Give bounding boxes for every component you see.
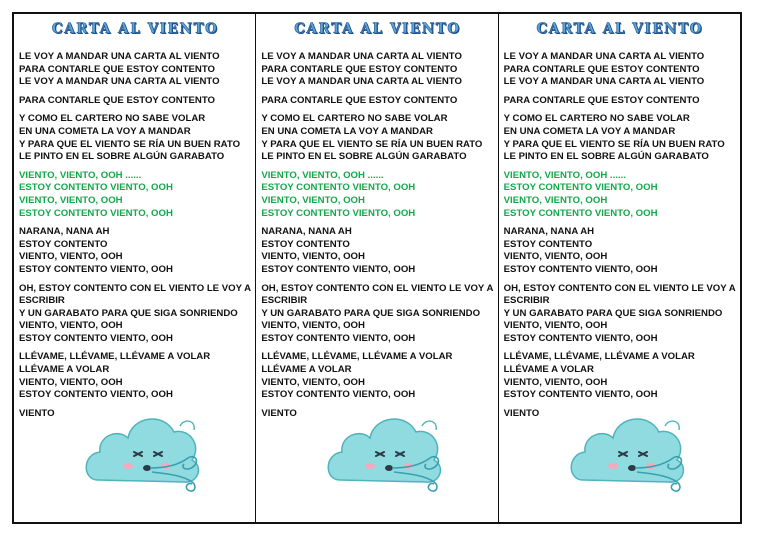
lyric-line: VIENTO [261, 407, 297, 419]
song-title: CARTA AL VIENTO [536, 21, 704, 37]
lyric-line: ESTOY CONTENTO VIENTO, OOH [261, 263, 416, 275]
lyric-line: ESTOY CONTENTO VIENTO, OOH [503, 182, 658, 194]
lyric-line: EN UNA COMETA LA VOY A MANDAR [261, 125, 433, 137]
lyric-line: VIENTO, VIENTO, OOH [19, 251, 123, 263]
lyric-line: VIENTO, VIENTO, OOH [503, 376, 608, 388]
lyric-line: NARANA, NANA AH [503, 226, 595, 238]
lyric-line: PARA CONTARLE QUE ESTOY CONTENTO [261, 63, 458, 75]
stanza [504, 113, 736, 163]
lyric-line: PARA CONTARLE QUE ESTOY CONTENTO [503, 63, 700, 75]
stanza [504, 95, 736, 108]
lyric-line: LE VOY A MANDAR UNA CARTA AL VIENTO [503, 51, 705, 62]
lyric-line: ESTOY CONTENTO [261, 238, 350, 250]
lyric-line: ESTOY CONTENTO VIENTO, OOH [19, 207, 173, 219]
stanza [504, 226, 736, 276]
lyric-line: VIENTO, VIENTO, OOH [261, 320, 365, 332]
lyric-line: VIENTO, VIENTO, OOH [503, 194, 608, 206]
lyric-line: Y UN GARABATO PARA QUE SIGA SONRIENDO [261, 307, 481, 319]
lyric-line: LE VOY A MANDAR UNA CARTA AL VIENTO [19, 76, 220, 88]
song-title: CARTA AL VIENTO [294, 21, 461, 37]
lyric-line: LLÉVAME, LLÉVAME, LLÉVAME A VOLAR [261, 351, 453, 363]
lyric-line: PARA CONTARLE QUE ESTOY CONTENTO [503, 94, 700, 106]
song-card [14, 14, 256, 522]
lyric-line: LE PINTO EN EL SOBRE ALGÚN GARABATO [19, 151, 225, 163]
lyric-line: ESTOY CONTENTO VIENTO, OOH [19, 389, 173, 401]
lyric-line: VIENTO, VIENTO, OOH [503, 251, 608, 263]
lyric-line: LLÉVAME, LLÉVAME, LLÉVAME A VOLAR [503, 351, 695, 363]
lyric-line: LLÉVAME, LLÉVAME, LLÉVAME A VOLAR [19, 351, 211, 363]
lyric-line: NARANA, NANA AH [261, 226, 352, 238]
stanza [19, 170, 251, 220]
lyric-line: VIENTO, VIENTO, OOH [19, 320, 123, 332]
lyric-line: ESTOY CONTENTO VIENTO, OOH [261, 182, 416, 194]
stanza [19, 283, 251, 346]
stanza [261, 170, 493, 220]
stanza [504, 283, 736, 346]
lyric-line: OH, ESTOY CONTENTO CON EL VIENTO LE VOY A ESCRIBIR [19, 282, 251, 307]
lyric-line: VIENTO, VIENTO, OOH [19, 376, 123, 388]
lyrics [504, 51, 736, 420]
lyric-line: ESTOY CONTENTO VIENTO, OOH [19, 182, 173, 194]
song-card [499, 14, 740, 522]
lyric-line: ESTOY CONTENTO VIENTO, OOH [503, 332, 658, 344]
lyric-line: LE PINTO EN EL SOBRE ALGÚN GARABATO [261, 151, 467, 163]
lyric-line: Y UN GARABATO PARA QUE SIGA SONRIENDO [503, 307, 723, 319]
lyric-line: VIENTO, VIENTO, OOH [503, 320, 608, 332]
cloud-blowing-wind-icon [84, 402, 204, 502]
lyric-line: ESTOY CONTENTO VIENTO, OOH [261, 207, 416, 219]
lyric-line: LE PINTO EN EL SOBRE ALGÚN GARABATO [503, 151, 709, 163]
lyric-line: VIENTO [503, 407, 540, 419]
lyric-line: ESTOY CONTENTO VIENTO, OOH [503, 389, 658, 401]
stanza [19, 51, 251, 89]
lyric-line: Y COMO EL CARTERO NO SABE VOLAR [261, 113, 448, 125]
lyric-line: LLÉVAME A VOLAR [261, 364, 352, 376]
cloud-blowing-wind-icon [326, 402, 446, 502]
lyric-line: Y PARA QUE EL VIENTO SE RÍA UN BUEN RATO [261, 138, 483, 150]
lyric-line: ESTOY CONTENTO VIENTO, OOH [261, 389, 416, 401]
lyric-line: ESTOY CONTENTO VIENTO, OOH [261, 332, 416, 344]
lyric-line: LLÉVAME A VOLAR [503, 364, 594, 376]
lyric-line: Y PARA QUE EL VIENTO SE RÍA UN BUEN RATO [503, 138, 725, 150]
lyric-line: ESTOY CONTENTO VIENTO, OOH [19, 263, 173, 275]
lyric-line: VIENTO, VIENTO, OOH [261, 251, 365, 263]
stanza [261, 113, 493, 163]
lyric-line: LE VOY A MANDAR UNA CARTA AL VIENTO [503, 76, 705, 88]
lyric-line: EN UNA COMETA LA VOY A MANDAR [19, 125, 191, 137]
song-card [256, 14, 498, 522]
lyric-line: VIENTO, VIENTO, OOH ...... [503, 169, 626, 181]
lyric-line: VIENTO, VIENTO, OOH [261, 376, 365, 388]
lyric-line: NARANA, NANA AH [19, 226, 110, 238]
song-title: CARTA AL VIENTO [51, 21, 219, 37]
lyric-line: VIENTO, VIENTO, OOH ...... [19, 169, 142, 181]
stanza [261, 51, 493, 89]
lyric-line: EN UNA COMETA LA VOY A MANDAR [503, 125, 676, 137]
lyric-line: Y COMO EL CARTERO NO SABE VOLAR [19, 113, 206, 125]
lyric-line: Y COMO EL CARTERO NO SABE VOLAR [503, 113, 690, 125]
stanza [504, 351, 736, 401]
lyric-line: PARA CONTARLE QUE ESTOY CONTENTO [19, 63, 215, 75]
stanza [19, 351, 251, 401]
lyric-line: VIENTO, VIENTO, OOH [261, 194, 365, 206]
lyric-line: OH, ESTOY CONTENTO CON EL VIENTO LE VOY A ESCRIBIR [503, 282, 736, 307]
stanza [261, 95, 493, 108]
lyric-line: LE VOY A MANDAR UNA CARTA AL VIENTO [19, 51, 220, 62]
lyrics [261, 51, 493, 420]
lyric-line: Y UN GARABATO PARA QUE SIGA SONRIENDO [19, 307, 238, 319]
lyric-line: PARA CONTARLE QUE ESTOY CONTENTO [19, 94, 215, 106]
cloud-blowing-wind-icon [569, 402, 689, 502]
lyric-line: OH, ESTOY CONTENTO CON EL VIENTO LE VOY A ESCRIBIR [261, 282, 494, 307]
lyric-line: ESTOY CONTENTO [19, 238, 108, 250]
stanza [19, 226, 251, 276]
lyric-line: ESTOY CONTENTO [503, 238, 593, 250]
lyrics [19, 51, 251, 420]
stanza [504, 51, 736, 89]
lyric-line: PARA CONTARLE QUE ESTOY CONTENTO [261, 94, 458, 106]
song-sheet [12, 12, 742, 524]
stanza [261, 226, 493, 276]
lyric-line: Y PARA QUE EL VIENTO SE RÍA UN BUEN RATO [19, 138, 241, 150]
lyric-line: LE VOY A MANDAR UNA CARTA AL VIENTO [261, 51, 462, 62]
lyric-line: VIENTO, VIENTO, OOH [19, 194, 123, 206]
lyric-line: ESTOY CONTENTO VIENTO, OOH [19, 332, 173, 344]
lyric-line: ESTOY CONTENTO VIENTO, OOH [503, 263, 658, 275]
stanza [19, 113, 251, 163]
lyric-line: VIENTO, VIENTO, OOH ...... [261, 169, 384, 181]
stanza [19, 95, 251, 108]
lyric-line: VIENTO [19, 407, 55, 419]
stanza [261, 283, 493, 346]
stanza [261, 351, 493, 401]
lyric-line: LE VOY A MANDAR UNA CARTA AL VIENTO [261, 76, 462, 88]
stanza [504, 170, 736, 220]
lyric-line: ESTOY CONTENTO VIENTO, OOH [503, 207, 658, 219]
lyric-line: LLÉVAME A VOLAR [19, 364, 110, 376]
